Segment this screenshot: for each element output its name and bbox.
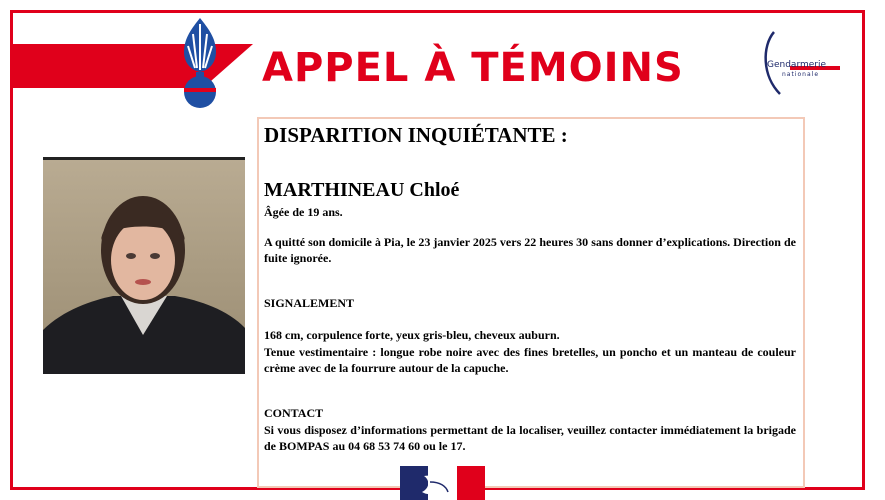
person-name: MARTHINEAU Chloé	[264, 179, 460, 201]
missing-person-photo	[43, 157, 245, 374]
portrait-illustration	[43, 160, 245, 374]
physical-description: 168 cm, corpulence forte, yeux gris-bleu, cheveux auburn.	[264, 328, 560, 342]
notice-heading: DISPARITION INQUIÉTANTE :	[264, 123, 568, 147]
contact-title: CONTACT	[264, 406, 324, 420]
marianne-flag-logo	[400, 466, 485, 500]
circumstances-text: A quitté son domicile à Pia, le 23 janvier 2025 vers 22 heures 30 sans donner d’explications. Direction de fuite ignorée.	[264, 235, 796, 265]
person-age: Âgée de 19 ans.	[264, 205, 343, 219]
gendarmerie-logo-subtext: nationale	[782, 71, 820, 78]
poster-title: APPEL À TÉMOINS	[262, 45, 684, 91]
clothing-description: Tenue vestimentaire : longue robe noire avec des fines bretelles, un poncho et un manteau de couleur crème avec de la fourrure autour de la capuche.	[264, 345, 796, 375]
signalement-title: SIGNALEMENT	[264, 296, 355, 310]
grenade-emblem-icon	[170, 14, 230, 112]
contact-text: Si vous disposez d’informations permettant de la localiser, veuillez contacter immédiatement la brigade de BOMPAS au 04 68 53 74 60 ou le 17.	[264, 423, 796, 453]
gendarmerie-logo-text: Gendarmerie	[767, 60, 827, 70]
